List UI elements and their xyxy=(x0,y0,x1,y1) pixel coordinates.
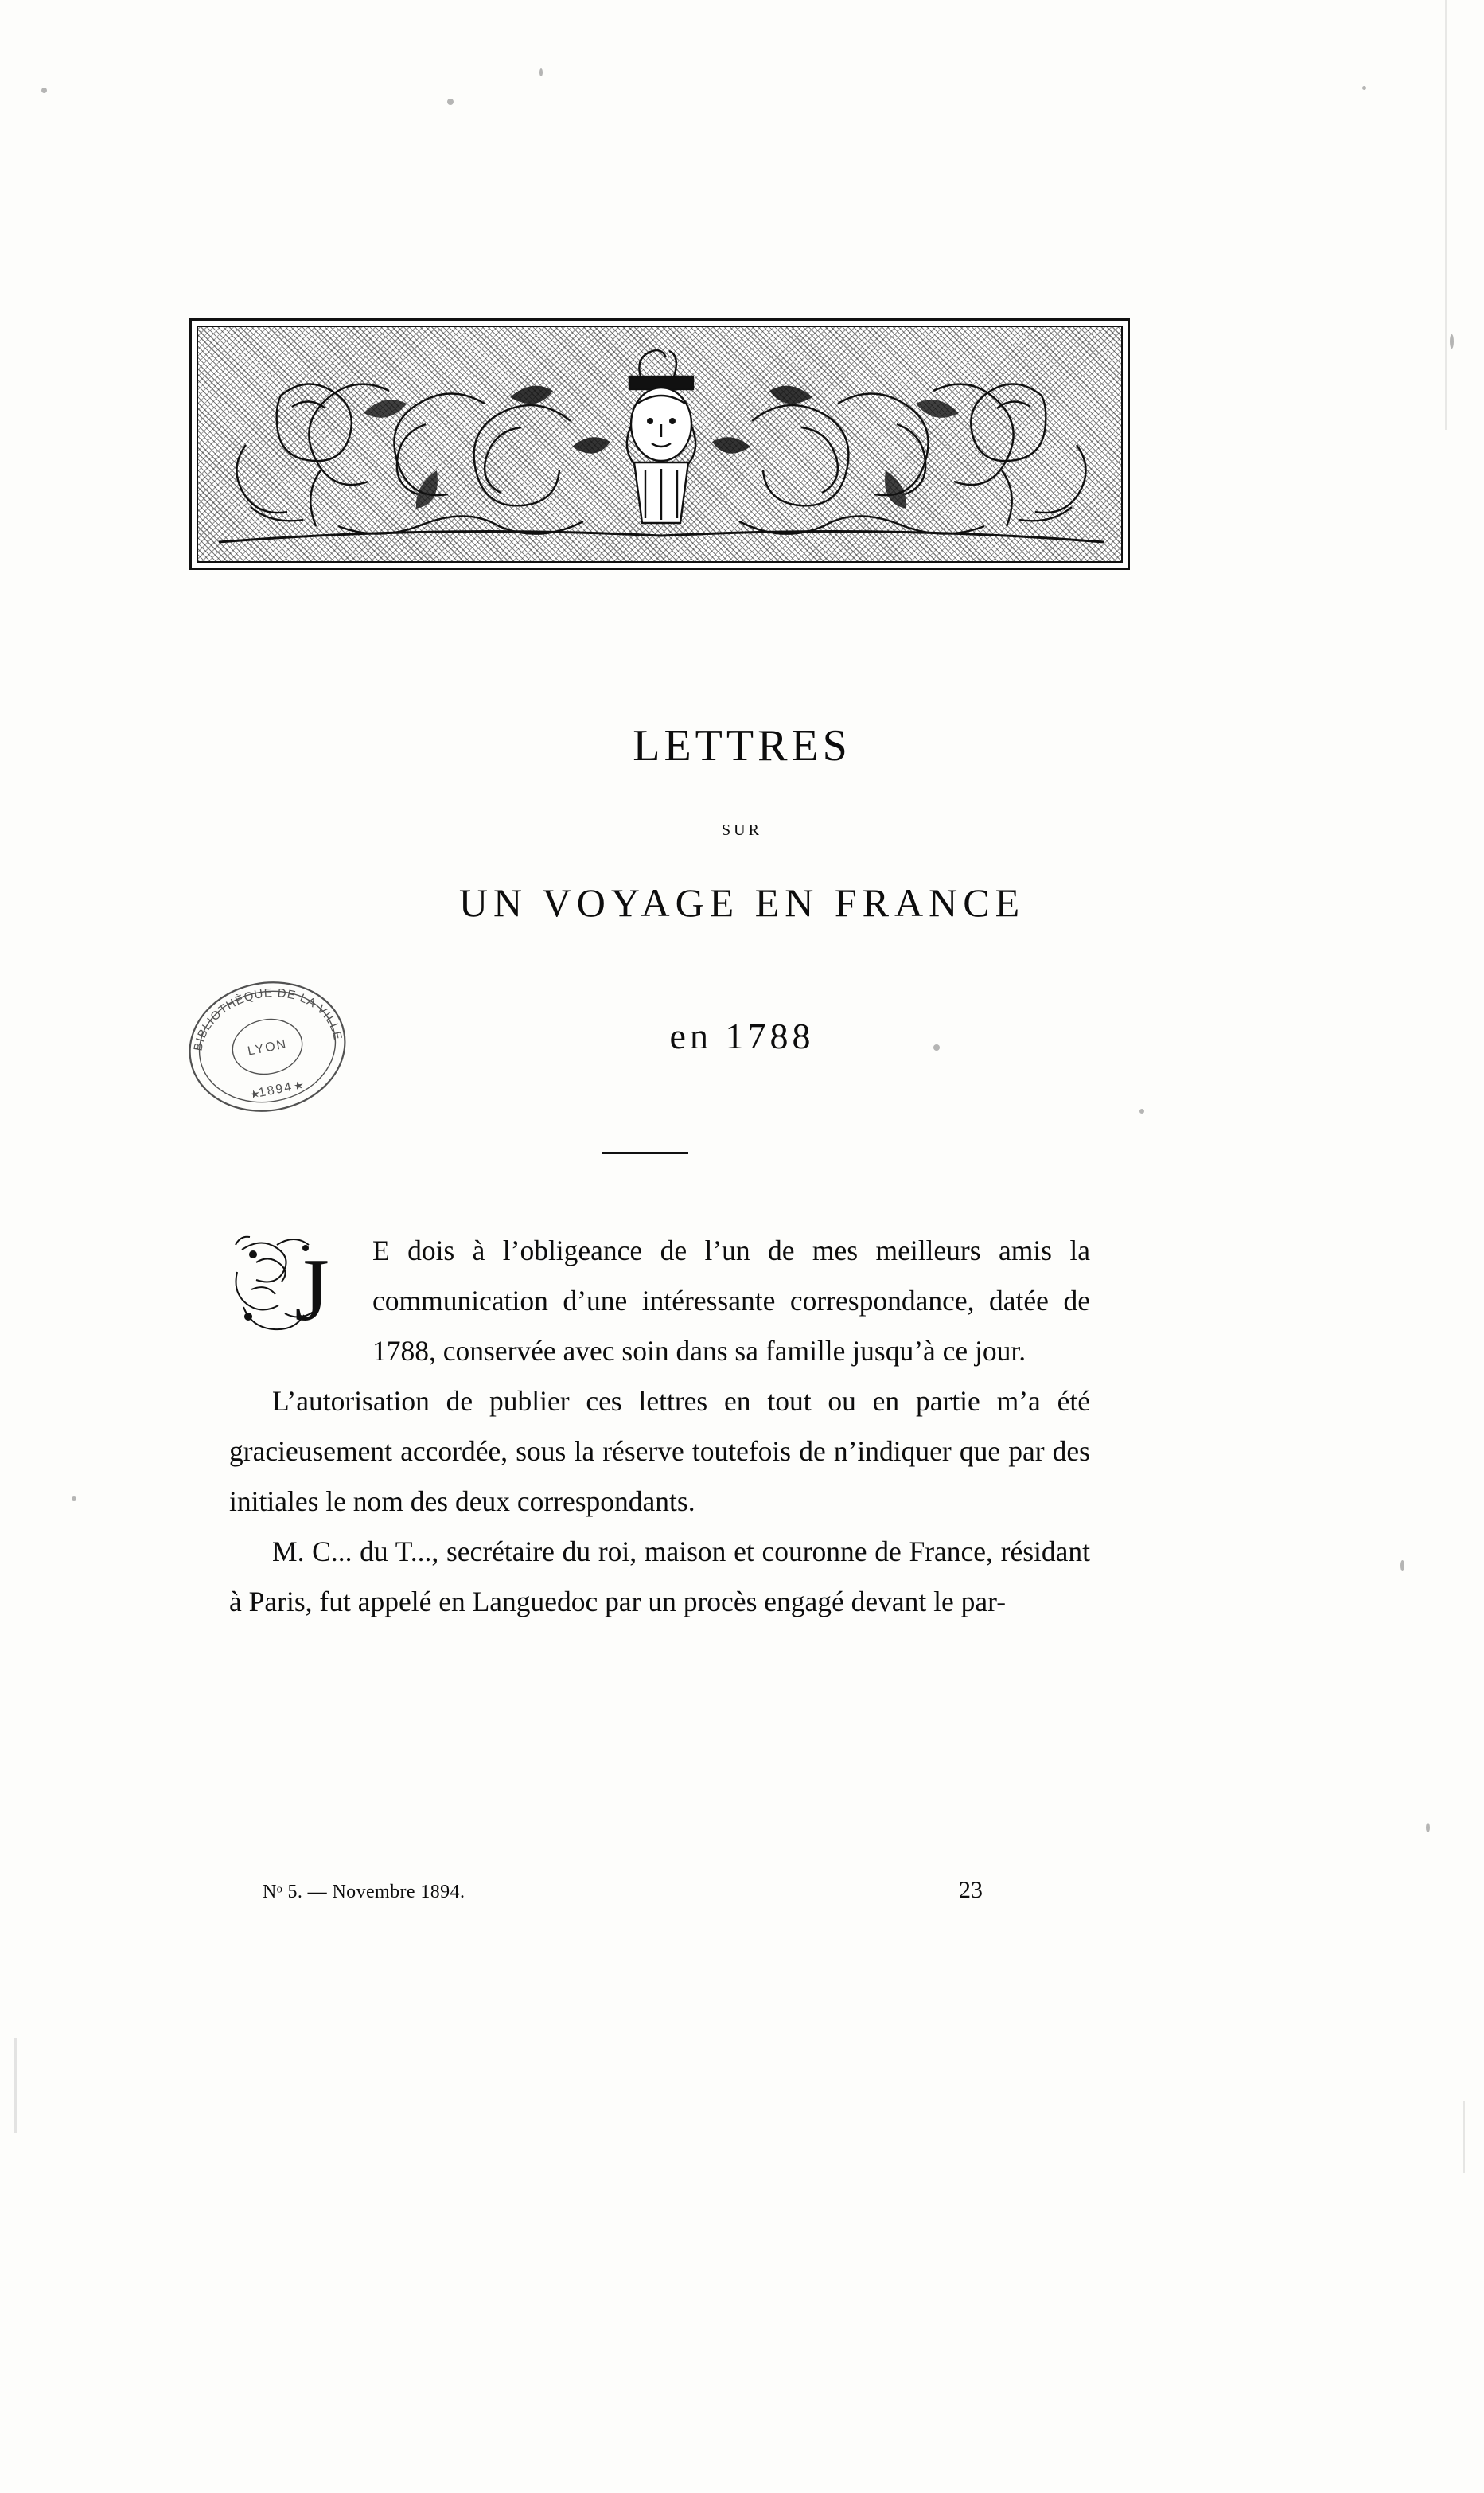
title-date-line: en 1788 xyxy=(669,1016,815,1056)
scan-speck xyxy=(1450,334,1454,349)
title-connector: SUR xyxy=(722,821,762,839)
svg-text:BIBLIOTHÈQUE DE LA VILLE: BIBLIOTHÈQUE DE LA VILLE xyxy=(191,986,345,1052)
scan-speck xyxy=(1400,1560,1404,1571)
scan-speck xyxy=(1426,1823,1430,1832)
scan-speck xyxy=(447,99,454,105)
page-number: 23 xyxy=(959,1877,983,1903)
svg-text:J: J xyxy=(294,1241,329,1340)
scan-speck xyxy=(41,88,47,93)
scan-edge-mark xyxy=(1445,0,1447,430)
scan-edge-mark xyxy=(1463,2101,1465,2173)
scan-speck xyxy=(72,1496,76,1501)
ornament-engraving xyxy=(197,326,1123,563)
paragraph-third: M. C... du T..., secrétaire du roi, maison et couronne de France, résidant à Paris, fut appelé en Languedoc par un procès engagé devant le par- xyxy=(229,1535,1090,1617)
drop-cap-ornament xyxy=(229,1231,364,1350)
scan-speck xyxy=(1362,86,1366,90)
scan-edge-mark xyxy=(14,2038,17,2133)
page-subtitle: UN VOYAGE EN FRANCE xyxy=(458,880,1026,925)
library-stamp xyxy=(155,950,380,1144)
paragraph-first xyxy=(229,1226,1090,1376)
svg-text:1894: 1894 xyxy=(257,1079,294,1100)
title-divider-rule xyxy=(602,1152,688,1154)
footer-issue-line: Nᵒ 5. — Novembre 1894. xyxy=(263,1882,465,1902)
svg-text:LYON: LYON xyxy=(246,1037,289,1059)
paragraph-text: E dois à l’obligeance de l’un de mes meilleurs amis la communication d’une intéressante correspondance, datée de 1788, conservée avec soin dans sa famille jusqu’à ce jour. xyxy=(372,1235,1090,1367)
body-text xyxy=(229,1226,1090,1627)
scan-speck xyxy=(1139,1109,1144,1114)
page-title: LETTRES xyxy=(633,721,851,771)
paragraph-second: L’autorisation de publier ces lettres en tout ou en partie m’a été gracieusement accordée, sous la réserve toutefois de n’indiquer que par des initiales le nom des deux correspondants. xyxy=(229,1385,1090,1517)
header-ornament xyxy=(189,318,1130,570)
scan-speck xyxy=(539,68,543,76)
